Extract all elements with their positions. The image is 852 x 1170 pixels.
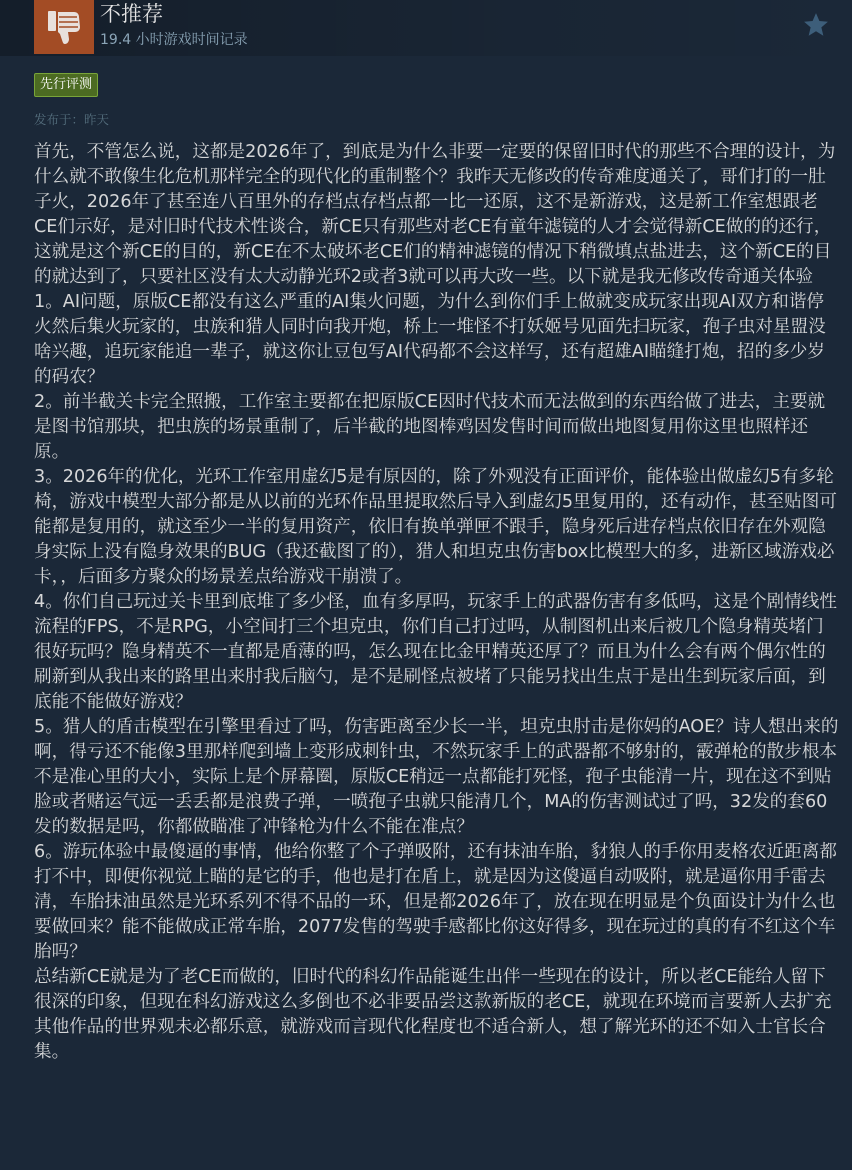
early-access-badge: 先行评测	[34, 73, 98, 97]
posted-date: 发布于：昨天	[34, 112, 110, 127]
review-header	[0, 0, 852, 56]
star-icon	[802, 11, 830, 39]
review-paragraph: 总结新CE就是为了老CE而做的，旧时代的科幻作品能诞生出伴一些现在的设计，所以老CE能给人留下很深的印象，但现在科幻游戏这么多倒也不必非要品尝这款新版的老CE，就现在环境而言要新人去扩充其他作品的世界观未必都乐意，就游戏而言现代化程度也不适合新人，想了解光环的还不如入士官长合集。	[34, 967, 832, 1062]
review-paragraph: 首先，不管怎么说，这都是2026年了，到底是为什么非要一定要的保留旧时代的那些不合理的设计，为什么就不敢像生化危机那样完全的现代化的重制整个？我昨天无修改的传奇难度通关了，哥们打的一肚子火，2026年了甚至连八百里外的存档点存档点都一比一还原，这不是新游戏，这是新工作室想跟老CE们示好，是对旧时代技术性谈合，新CE只有那些对老CE有童年滤镜的人才会觉得新CE做的的还行，这就是这个新CE的目的，新CE在不太破坏老CE们的精神滤镜的情况下稍微填点盐进去，这个新CE的目的就达到了，只要社区没有太大动静光环2或者3就可以再大改一些。以下就是我无修改传奇通关体验	[34, 142, 836, 287]
hours-played: 19.4 小时游戏时间记录	[100, 32, 248, 48]
recommendation-title: 不推荐	[100, 2, 163, 26]
award-button[interactable]	[802, 11, 830, 39]
thumbs-down-icon	[44, 7, 84, 47]
review-body	[34, 140, 840, 1065]
review-paragraph: 4。你们自己玩过关卡里到底堆了多少怪，血有多厚吗，玩家手上的武器伤害有多低吗，这是个剧情线性流程的FPS，不是RPG，小空间打三个坦克虫，你们自己打过吗，从制图机出来后被几个隐身精英堵门很好玩吗？隐身精英不一直都是盾薄的吗，怎么现在比金甲精英还厚了？而且为什么会有两个偶尔性的刷新到从我出来的路里出来肘我后脑勺，是不是刷怪点被堵了只能另找出生点于是出生到玩家后面，到底能不能做好游戏？	[34, 592, 837, 712]
thumbs-down-badge	[34, 0, 94, 54]
review-title-block	[100, 0, 248, 51]
review-paragraph: 1。AI问题，原版CE都没有这么严重的AI集火问题，为什么到你们手上做就变成玩家出现AI双方和谐停火然后集火玩家的，虫族和猎人同时向我开炮，桥上一堆怪不打妖姬号见面先扫玩家，孢子虫对星盟没啥兴趣，追玩家能追一辈子，就这你让豆包写AI代码都不会这样写，还有超雄AI瞄缝打炮，招的多少岁的码农？	[34, 292, 826, 387]
review-paragraph: 6。游玩体验中最傻逼的事情，他给你整了个子弹吸附，还有抹油车胎，豺狼人的手你用麦格农近距离都打不中，即便你视觉上瞄的是它的手，他也是打在盾上，就是因为这傻逼自动吸附，就是逼你用手雷去清，车胎抹油虽然是光环系列不得不品的一环，但是都2026年了，放在现在明显是个负面设计为什么也要做回来？能不能做成正常车胎，2077发售的驾驶手感都比你这好得多，现在玩过的真的有不红这个车胎吗？	[34, 842, 837, 962]
review-paragraph: 2。前半截关卡完全照搬，工作室主要都在把原版CE因时代技术而无法做到的东西给做了进去，主要就是图书馆那块，把虫族的场景重制了，后半截的地图棒鸡因发售时间而做出地图复用你这里也照样还原。	[34, 392, 826, 462]
review-paragraph: 3。2026年的优化，光环工作室用虚幻5是有原因的，除了外观没有正面评价，能体验出做虚幻5有多轮椅，游戏中模型大部分都是从以前的光环作品里提取然后导入到虚幻5里复用的，还有动作，甚至贴图可能都是复用的，就这至少一半的复用资产，依旧有换单弹匣不跟手，隐身死后进存档点依旧存在外观隐身实际上没有隐身效果的BUG（我还截图了的），猎人和坦克虫伤害box比模型大的多，进新区域游戏必卡，，后面多方聚众的场景差点给游戏干崩溃了。	[34, 467, 837, 587]
review-paragraph: 5。猎人的盾击模型在引擎里看过了吗，伤害距离至少长一半，坦克虫肘击是你妈的AOE？诗人想出来的啊，得亏还不能像3里那样爬到墙上变形成刺针虫，不然玩家手上的武器都不够射的，霰弹枪的散步根本不是准心里的大小，实际上是个屏幕圈，原版CE稍远一点都能打死怪，孢子虫能清一片，现在这不到贴脸或者赌运气远一丢丢都是浪费子弹，一喷孢子虫就只能清几个，MA的伤害测试过了吗，32发的套60发的数据是吗，你都做瞄准了冲锋枪为什么不能在准点？	[34, 717, 839, 837]
